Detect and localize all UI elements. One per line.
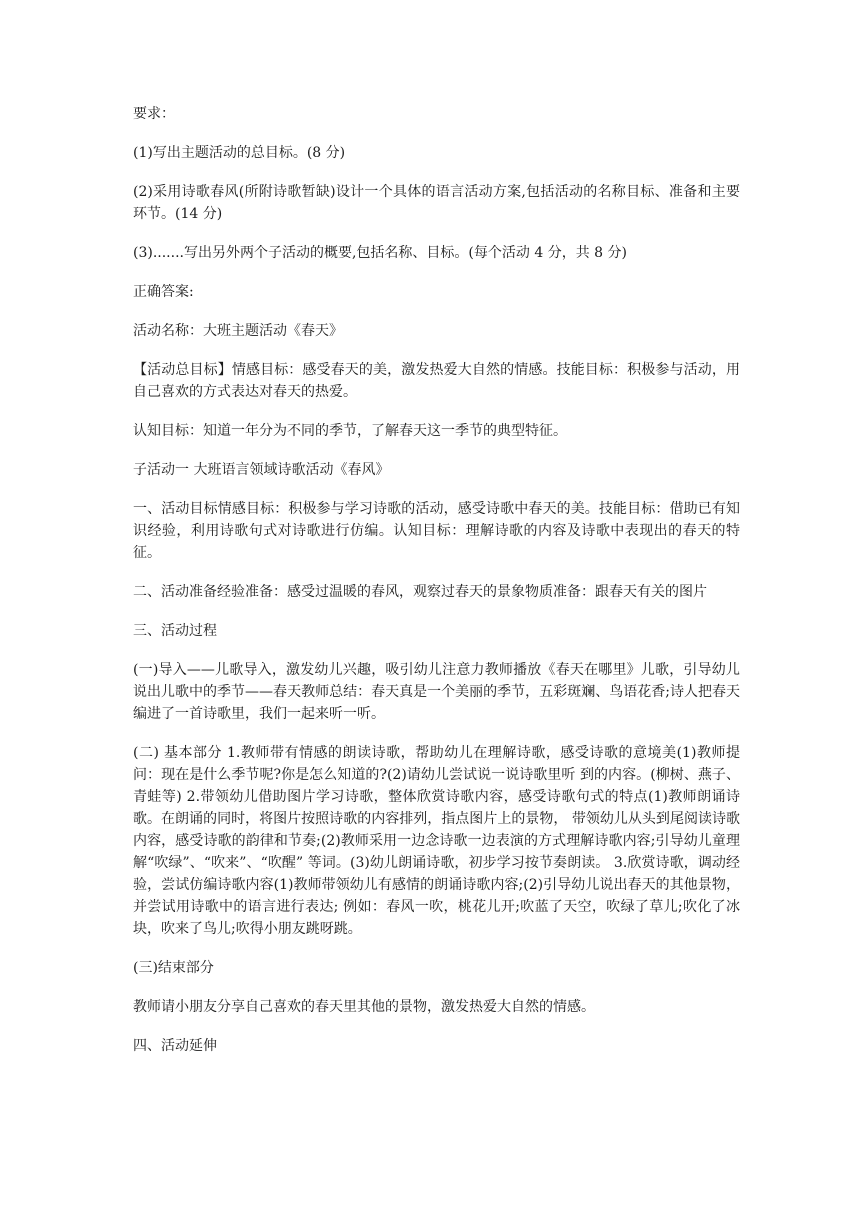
- introduction-section: (一)导入——儿歌导入，激发幼儿兴趣，吸引幼儿注意力教师播放《春天在哪里》儿歌，引导幼儿说出儿歌中的季节——春天教师总结：春天真是一个美丽的季节，五彩斑斓、鸟语花香;诗人把春天编进了一首诗歌里，我们一起来听一听。: [133, 662, 740, 722]
- activity-goals: 一、活动目标情感目标：积极参与学习诗歌的活动，感受诗歌中春天的美。技能目标：借助已有知识经验，利用诗歌句式对诗歌进行仿编。认知目标：理解诗歌的内容及诗歌中表现出的春天的特征。: [133, 501, 740, 561]
- basic-section: (二) 基本部分 1.教师带有情感的朗读诗歌，帮助幼儿在理解诗歌，感受诗歌的意境美(1)教师提问：现在是什么季节呢?你是怎么知道的?(2)请幼儿尝试说一说诗歌里听 到的内容。(柳树、燕子、青蛙等) 2.带领幼儿借助图片学习诗歌，整体欣赏诗歌内容，感受诗歌句式的特点(1)教师朗诵诗歌。在朗诵的同时，将图片按照诗歌的内容排列，指点图片上的景物， 带领幼儿从头到尾阅读诗歌内容，感受诗歌的韵律和节奏;(2)教师采用一边念诗歌一边表演的方式理解诗歌内容;引导幼儿童理解“吹绿”、“吹来”、“吹醒” 等词。(3)幼儿朗诵诗歌，初步学习按节奏朗读。 3.欣赏诗歌，调动经验，尝试仿编诗歌内容(1)教师带领幼儿有感情的朗诵诗歌内容;(2)引导幼儿说出春天的其他景物，并尝试用诗歌中的语言进行表达; 例如：春风一吹，桃花儿开;吹蓝了天空，吹绿了草儿;吹化了冰块，吹来了鸟儿;吹得小朋友跳呀跳。: [133, 745, 740, 937]
- activity-process-heading: 三、活动过程: [133, 623, 217, 639]
- requirement-2: (2)采用诗歌春风(所附诗歌暂缺)设计一个具体的语言活动方案,包括活动的名称目标、准备和主要环节。(14 分): [133, 184, 740, 222]
- requirement-3: (3).......写出另外两个子活动的概要,包括名称、目标。(每个活动 4 分，共 8 分): [133, 245, 627, 261]
- requirements-heading: 要求：: [133, 106, 175, 122]
- cognitive-goal: 认知目标：知道一年分为不同的季节，了解春天这一季节的典型特征。: [133, 423, 567, 439]
- document-body: [133, 103, 740, 1074]
- ending-content: 教师请小朋友分享自己喜欢的春天里其他的景物，激发热爱大自然的情感。: [133, 999, 595, 1015]
- answer-heading: 正确答案:: [133, 284, 194, 300]
- sub-activity-title: 子活动一 大班语言领域诗歌活动《春风》: [133, 462, 390, 478]
- activity-preparation: 二、活动准备经验准备：感受过温暖的春风，观察过春天的景象物质准备：跟春天有关的图片: [133, 584, 707, 600]
- overall-goals: 【活动总目标】情感目标：感受春天的美，激发热爱大自然的情感。技能目标：积极参与活动，用自己喜欢的方式表达对春天的热爱。: [133, 362, 740, 400]
- ending-heading: (三)结束部分: [133, 960, 214, 976]
- requirement-1: (1)写出主题活动的总目标。(8 分): [133, 145, 346, 161]
- extension-heading: 四、活动延伸: [133, 1038, 217, 1054]
- activity-name: 活动名称：大班主题活动《春天》: [133, 323, 343, 339]
